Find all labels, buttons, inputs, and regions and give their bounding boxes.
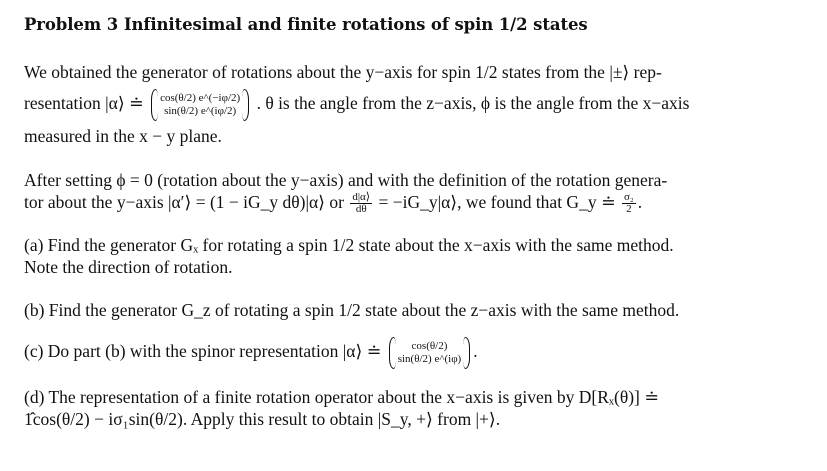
paragraph-2-line-2 [24,192,642,215]
spinor-c-bottom-component: sin(θ/2) e^(iφ) [397,353,462,365]
part-a-line-2: Note the direction of rotation. [24,257,233,277]
spinor-top-component: cos(θ/2) e^(−iφ/2) [160,92,241,104]
gy-numerator: σ₂ [623,191,634,204]
part-c-text: (c) Do part (b) with the spinor representation |α⟩ ≐ [24,341,382,362]
part-b-line-1: (b) Find the generator G_z of rotating a spin 1/2 state about the z−axis with the same method. [24,300,680,320]
representation-intro: resentation |α⟩ ≐ [24,93,144,114]
spinor-part-c [389,340,471,366]
problem-title: Problem 3 Infinitesimal and finite rotations of spin 1/2 states [24,15,588,34]
paragraph-1-line-2 [24,92,689,118]
part-c-line [24,340,478,366]
paragraph-1-line-1: We obtained the generator of rotations about the y−axis for spin 1/2 states from the |±⟩ rep- [24,62,662,82]
paragraph-1-line-3: measured in the x − y plane. [24,126,222,146]
gy-fraction [622,192,636,215]
gy-result-text: = −iG_y|α⟩, we found that G_y ≐ [378,192,616,212]
generator-definition: tor about the y−axis |α′⟩ = (1 − iG_y dθ)|α⟩ or [24,192,344,212]
derivative-fraction [350,192,372,215]
gy-period: . [637,192,643,212]
derivative-numerator: d|α⟩ [352,191,371,204]
spinor-c-top-component: cos(θ/2) [411,340,448,352]
paragraph-2-line-1: After setting ϕ = 0 (rotation about the y−axis) and with the definition of the rotation genera- [24,170,668,190]
angle-definitions: . θ is the angle from the z−axis, ϕ is the angle from the x−axis [256,93,690,114]
part-d-line-2: 1̂cos(θ/2) − iσ₁sin(θ/2). Apply this result to obtain |S_y, +⟩ from |+⟩. [24,409,501,429]
derivative-denominator: dθ [355,203,367,216]
spinor-general [151,92,249,118]
gy-denominator: 2 [626,203,632,216]
part-a-line-1: (a) Find the generator Gₓ for rotating a spin 1/2 state about the x−axis with the same method. [24,235,674,255]
part-d-line-1: (d) The representation of a finite rotation operator about the x−axis is given by D[Rₓ(θ)] ≐ [24,387,659,407]
part-c-period: . [473,341,478,362]
spinor-bottom-component: sin(θ/2) e^(iφ/2) [164,105,237,117]
